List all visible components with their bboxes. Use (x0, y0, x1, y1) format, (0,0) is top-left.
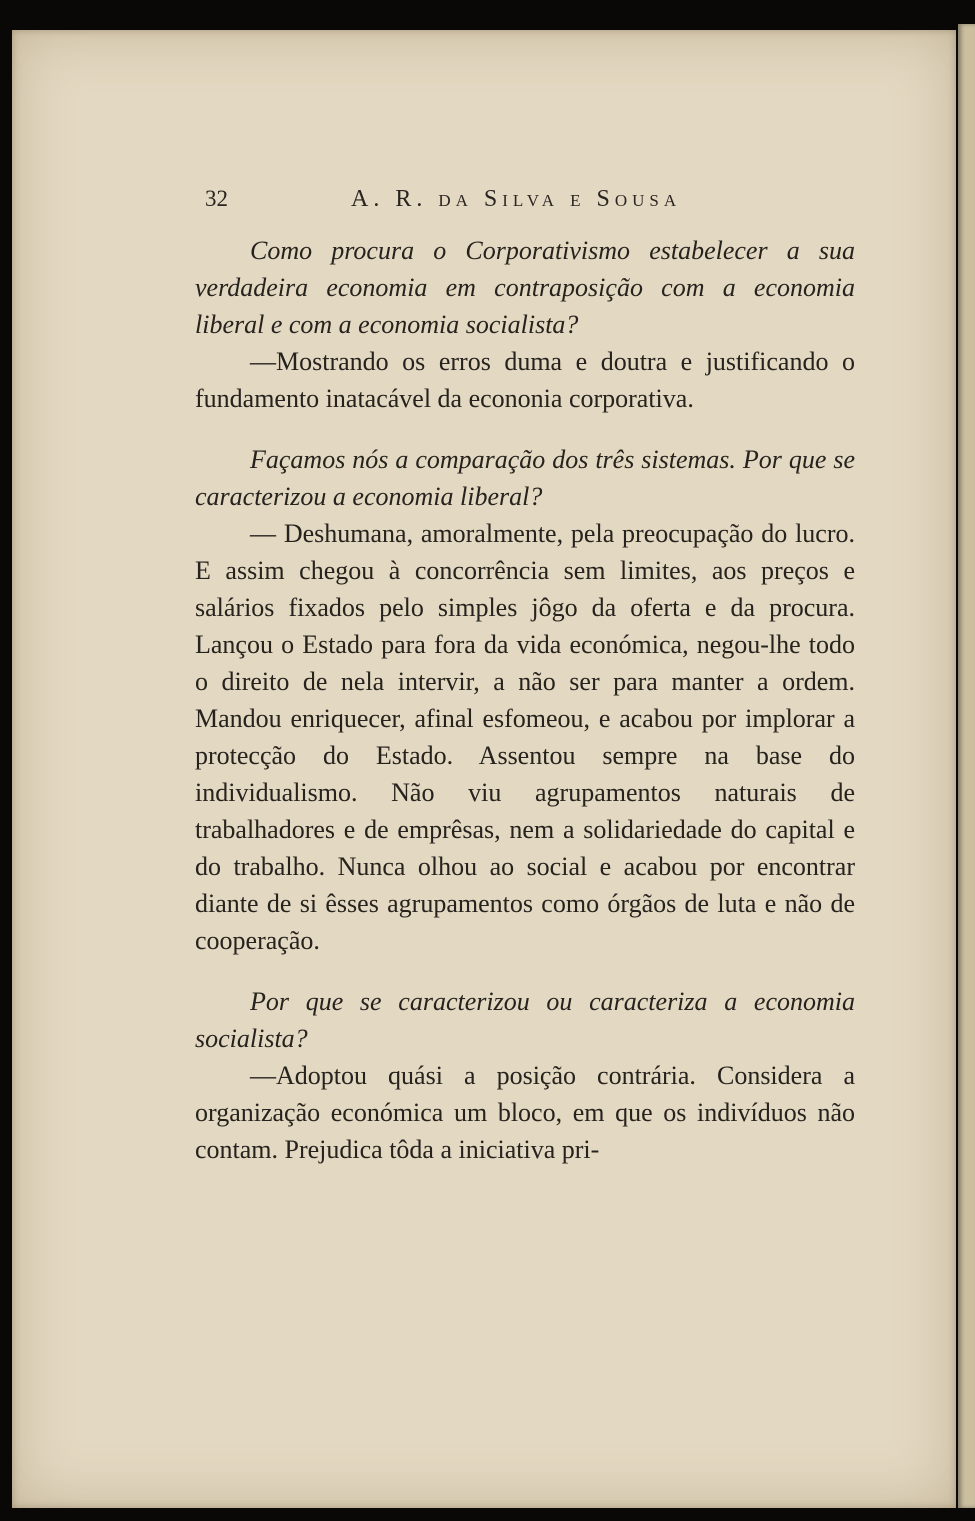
running-head-title: A. R. da Silva e Sousa (351, 186, 682, 212)
question-paragraph: Por que se caracterizou ou caracteriza a economia socialista? (195, 987, 855, 1053)
question-paragraph: Façamos nós a comparação dos três sistemas. Por que se caracterizou a economia liberal? (195, 445, 855, 511)
answer-paragraph: —Mostrando os erros duma e doutra e justificando o fundamento inatacável da econonia corporativa. (195, 347, 855, 413)
page-number: 32 (205, 186, 228, 211)
paragraph-gap (195, 417, 855, 441)
running-head (205, 170, 765, 210)
question-paragraph: Como procura o Corporativismo estabelecer a sua verdadeira economia em contraposição com a economia liberal e com a economia socialista? (195, 236, 855, 339)
answer-paragraph: — Deshumana, amoralmente, pela preocupação do lucro. E assim chegou à concorrência sem limites, aos preços e salários fixados pelo simples jôgo da oferta e da procura. Lançou o Estado para fora da vida económica, negou-lhe todo o direito de nela intervir, a não ser para manter a ordem. Mandou enriquecer, afinal esfomeou, e acabou por implorar a protecção do Estado. Assentou sempre na base do individualismo. Não viu agrupamentos naturais de trabalhadores e de emprêsas, nem a solidariedade do capital e do trabalho. Nunca olhou ao social e acabou por encontrar diante de si êsses agrupamentos como órgãos de luta e não de cooperação. (195, 519, 855, 955)
paragraph-gap (195, 959, 855, 983)
answer-paragraph: —Adoptou quási a posição contrária. Considera a organização económica um bloco, em que os indivíduos não contam. Prejudica tôda a iniciativa pri- (195, 1061, 855, 1164)
page-body (195, 232, 855, 1168)
adjacent-page-edge (958, 24, 975, 1508)
